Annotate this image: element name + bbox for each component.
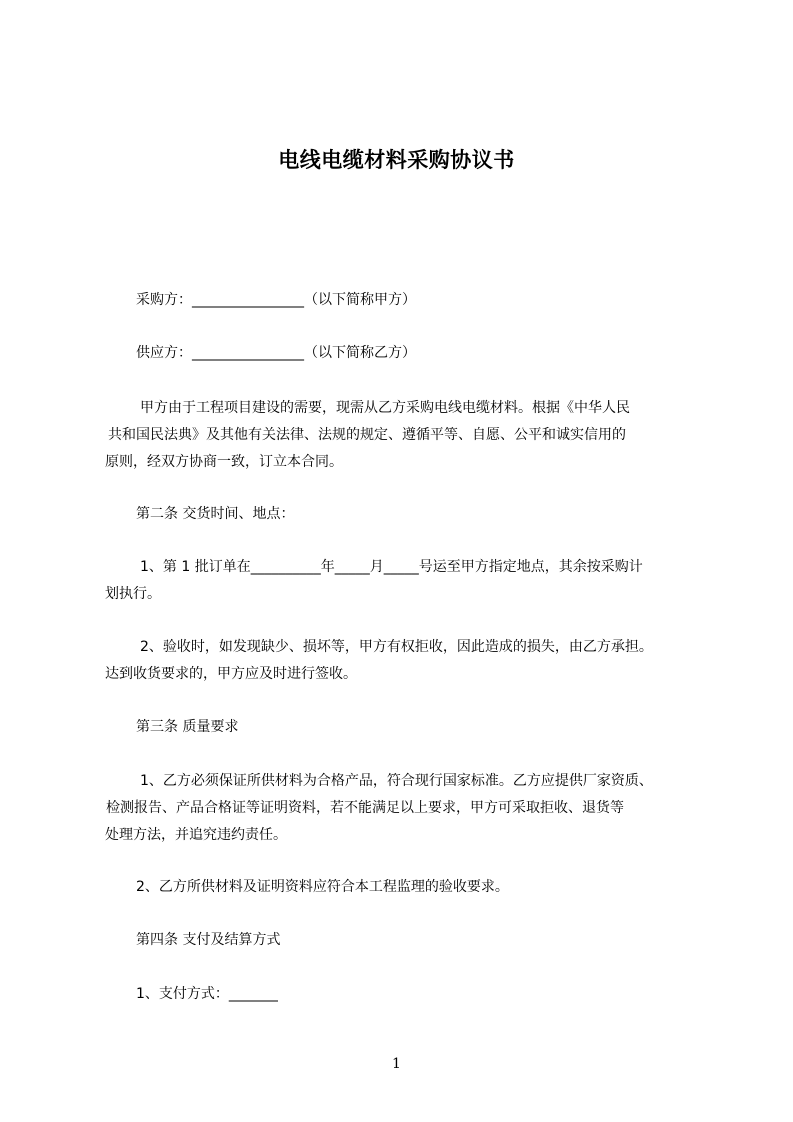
article-2-clause-2-line-2: 达到收货要求的，甲方应及时进行签收。 — [105, 666, 357, 682]
article-4-heading: 第四条 支付及结算方式 — [136, 932, 281, 948]
preamble-line-1: 甲方由于工程项目建设的需要，现需从乙方采购电线电缆材料。根据《中华人民 — [140, 400, 630, 416]
preamble-line-3: 原则，经双方协商一致，订立本合同。 — [105, 454, 343, 470]
article-3-clause-2: 2、乙方所供材料及证明资料应符合本工程监理的验收要求。 — [136, 879, 509, 895]
article-4-clause-1: 1、支付方式：_______ — [136, 986, 278, 1002]
supplier-line: 供应方：________________（以下简称乙方） — [136, 345, 416, 361]
article-2-clause-2-line-1: 2、验收时，如发现缺少、损坏等，甲方有权拒收，因此造成的损失，由乙方承担。 — [140, 639, 653, 655]
article-2-heading: 第二条 交货时间、地点： — [136, 506, 295, 522]
buyer-line: 采购方：________________（以下简称甲方） — [136, 292, 416, 308]
preamble-line-2: 共和国民法典》及其他有关法律、法规的规定、遵循平等、自愿、公平和诚实信用的 — [108, 427, 626, 443]
page-number: 1 — [392, 1056, 401, 1072]
article-3-clause-1-line-1: 1、乙方必须保证所供材料为合格产品，符合现行国家标准。乙方应提供厂家资质、 — [140, 773, 653, 789]
article-3-clause-1-line-3: 处理方法，并追究违约责任。 — [105, 827, 287, 843]
article-3-clause-1-line-2: 检测报告、产品合格证等证明资料，若不能满足以上要求，甲方可采取拒收、退货等 — [106, 800, 624, 816]
article-2-clause-1-line-1: 1、第 1 批订单在__________年_____月_____号运至甲方指定地点，其余按采购计 — [140, 559, 643, 575]
document-title: 电线电缆材料采购协议书 — [278, 148, 515, 172]
article-2-clause-1-line-2: 划执行。 — [105, 586, 161, 602]
article-3-heading: 第三条 质量要求 — [136, 719, 239, 735]
